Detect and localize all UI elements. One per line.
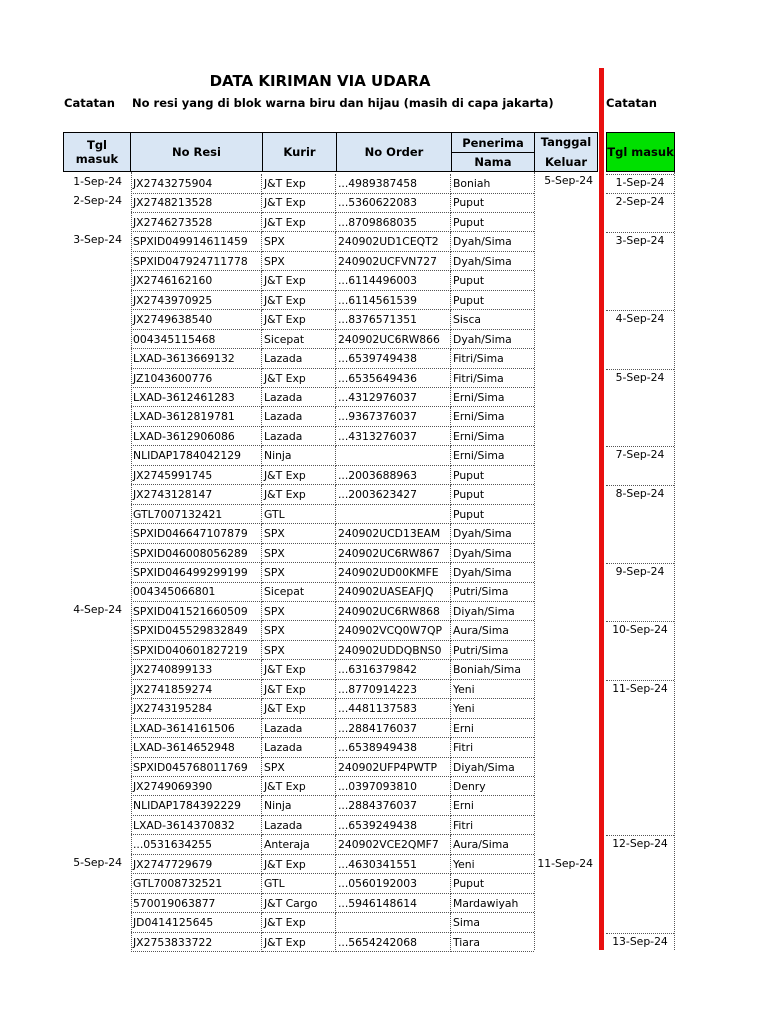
header-no-order: No Order bbox=[336, 132, 452, 172]
nama-cell: Puput bbox=[451, 291, 534, 311]
kurir-cell: SPX bbox=[262, 563, 336, 583]
no-order-cell: 240902VCE2QMF7 bbox=[336, 835, 451, 855]
no-order-cell: ...5360622083 bbox=[336, 193, 451, 213]
kurir-cell: Lazada bbox=[262, 719, 336, 739]
kurir-cell: Lazada bbox=[262, 427, 336, 447]
nama-cell: Dyah/Sima bbox=[451, 524, 534, 544]
header-penerima: Penerima bbox=[451, 132, 535, 153]
nama-cell: Sima bbox=[451, 913, 534, 933]
no-resi-cell: JX2743195284 bbox=[131, 699, 262, 719]
tgl-masuk-date: 2-Sep-24 bbox=[73, 194, 122, 208]
no-resi-cell: SPXID047924711778 bbox=[131, 252, 262, 272]
tanggal-keluar-date: 5-Sep-24 bbox=[544, 174, 593, 187]
kurir-cell: Sicepat bbox=[262, 330, 336, 350]
nama-cell: Puput bbox=[451, 505, 534, 525]
tgl-masuk-date: 3-Sep-24 bbox=[73, 233, 122, 247]
nama-cell: Erni/Sima bbox=[451, 446, 534, 466]
no-resi-cell: SPXID046499299199 bbox=[131, 563, 262, 583]
no-resi-cell: LXAD-3614652948 bbox=[131, 738, 262, 758]
no-resi-cell: GTL7007132421 bbox=[131, 505, 262, 525]
no-order-cell: 240902UC6RW867 bbox=[336, 544, 451, 564]
nama-cell: Erni/Sima bbox=[451, 388, 534, 408]
tgl-masuk-right-date: 7-Sep-24 bbox=[606, 446, 674, 461]
nama-cell: Dyah/Sima bbox=[451, 330, 534, 350]
no-order-cell: 240902UCD13EAM bbox=[336, 524, 451, 544]
nama-cell: Boniah/Sima bbox=[451, 660, 534, 680]
nama-cell: Erni bbox=[451, 719, 534, 739]
tgl-masuk-right-date: 11-Sep-24 bbox=[606, 680, 674, 695]
kurir-cell: Ninja bbox=[262, 446, 336, 466]
red-divider-line bbox=[599, 68, 604, 950]
no-resi-cell: LXAD-3614370832 bbox=[131, 816, 262, 836]
no-order-cell: 240902UCFVN727 bbox=[336, 252, 451, 272]
nama-cell: Fitri/Sima bbox=[451, 349, 534, 369]
nama-cell: Erni/Sima bbox=[451, 407, 534, 427]
header-tgl-masuk: Tgl masuk bbox=[63, 132, 131, 172]
column-divider bbox=[534, 172, 535, 950]
no-resi-cell: JX2743970925 bbox=[131, 291, 262, 311]
no-resi-cell: JX2749638540 bbox=[131, 310, 262, 330]
kurir-cell: J&T Exp bbox=[262, 933, 336, 953]
nama-cell: Diyah/Sima bbox=[451, 758, 534, 778]
header-tgl-masuk-right: Tgl masuk bbox=[606, 132, 675, 172]
tgl-masuk-date: 5-Sep-24 bbox=[73, 855, 122, 869]
header-no-resi: No Resi bbox=[130, 132, 263, 172]
column-divider bbox=[674, 172, 675, 950]
nama-cell: Aura/Sima bbox=[451, 621, 534, 641]
no-resi-cell: 004345115468 bbox=[131, 330, 262, 350]
nama-cell: Fitri/Sima bbox=[451, 369, 534, 389]
no-order-cell bbox=[336, 446, 451, 466]
kurir-cell: SPX bbox=[262, 621, 336, 641]
nama-cell: Puput bbox=[451, 874, 534, 894]
no-resi-cell: JX2741859274 bbox=[131, 680, 262, 700]
no-resi-cell: JX2740899133 bbox=[131, 660, 262, 680]
kurir-cell: SPX bbox=[262, 641, 336, 661]
no-order-cell bbox=[336, 505, 451, 525]
no-order-cell: ...5946148614 bbox=[336, 894, 451, 914]
nama-cell: Puput bbox=[451, 485, 534, 505]
no-resi-cell: JX2747729679 bbox=[131, 855, 262, 875]
no-order-cell: 240902UD1CEQT2 bbox=[336, 232, 451, 252]
kurir-cell: J&T Exp bbox=[262, 660, 336, 680]
page-title: DATA KIRIMAN VIA UDARA bbox=[209, 72, 431, 90]
nama-cell: Mardawiyah bbox=[451, 894, 534, 914]
no-resi-cell: SPXID045529832849 bbox=[131, 621, 262, 641]
kurir-cell: J&T Exp bbox=[262, 855, 336, 875]
kurir-cell: J&T Exp bbox=[262, 369, 336, 389]
tgl-masuk-right-date: 10-Sep-24 bbox=[606, 621, 674, 636]
note-label-left: Catatan bbox=[64, 96, 115, 110]
nama-cell: Sisca bbox=[451, 310, 534, 330]
header-tanggal-keluar: Tanggal Keluar bbox=[534, 132, 598, 172]
nama-cell: Erni bbox=[451, 796, 534, 816]
tgl-masuk-right-date: 3-Sep-24 bbox=[606, 232, 674, 247]
no-order-cell: ...6539749438 bbox=[336, 349, 451, 369]
no-resi-cell: NLIDAP1784392229 bbox=[131, 796, 262, 816]
tgl-masuk-right-date: 8-Sep-24 bbox=[606, 485, 674, 500]
header-kurir: Kurir bbox=[262, 132, 337, 172]
kurir-cell: J&T Exp bbox=[262, 310, 336, 330]
kurir-cell: SPX bbox=[262, 758, 336, 778]
nama-cell: Denry bbox=[451, 777, 534, 797]
no-resi-cell: JX2745991745 bbox=[131, 466, 262, 486]
no-order-cell: ...0397093810 bbox=[336, 777, 451, 797]
no-resi-cell: SPXID049914611459 bbox=[131, 232, 262, 252]
kurir-cell: SPX bbox=[262, 252, 336, 272]
no-resi-cell: 570019063877 bbox=[131, 894, 262, 914]
no-order-cell: ...4481137583 bbox=[336, 699, 451, 719]
nama-cell: Dyah/Sima bbox=[451, 252, 534, 272]
nama-cell: Puput bbox=[451, 271, 534, 291]
kurir-cell: Lazada bbox=[262, 738, 336, 758]
tgl-masuk-right-date: 13-Sep-24 bbox=[606, 933, 674, 948]
no-order-cell: ...6114496003 bbox=[336, 271, 451, 291]
kurir-cell: J&T Exp bbox=[262, 777, 336, 797]
no-resi-cell: 004345066801 bbox=[131, 582, 262, 602]
no-resi-cell: LXAD-3614161506 bbox=[131, 719, 262, 739]
no-resi-cell: LXAD-3612461283 bbox=[131, 388, 262, 408]
no-order-cell: ...6538949438 bbox=[336, 738, 451, 758]
header-nama: Nama bbox=[451, 152, 535, 172]
no-order-cell: 240902UFP4PWTP bbox=[336, 758, 451, 778]
kurir-cell: SPX bbox=[262, 232, 336, 252]
no-resi-cell: LXAD-3612819781 bbox=[131, 407, 262, 427]
no-resi-cell: SPXID040601827219 bbox=[131, 641, 262, 661]
no-order-cell: 240902UDDQBNS0 bbox=[336, 641, 451, 661]
kurir-cell: Anteraja bbox=[262, 835, 336, 855]
no-resi-cell: JX2746162160 bbox=[131, 271, 262, 291]
kurir-cell: J&T Exp bbox=[262, 291, 336, 311]
tgl-masuk-right-date: 12-Sep-24 bbox=[606, 835, 674, 850]
nama-cell: Putri/Sima bbox=[451, 641, 534, 661]
nama-cell: Yeni bbox=[451, 855, 534, 875]
no-order-cell: ...6114561539 bbox=[336, 291, 451, 311]
kurir-cell: J&T Exp bbox=[262, 680, 336, 700]
no-order-cell: 240902UC6RW866 bbox=[336, 330, 451, 350]
nama-cell: Putri/Sima bbox=[451, 582, 534, 602]
kurir-cell: Sicepat bbox=[262, 582, 336, 602]
tgl-masuk-date: 1-Sep-24 bbox=[73, 175, 122, 188]
no-order-cell: ...4989387458 bbox=[336, 174, 451, 194]
kurir-cell: J&T Exp bbox=[262, 213, 336, 233]
note-label-right: Catatan bbox=[606, 96, 657, 110]
no-order-cell: ...0560192003 bbox=[336, 874, 451, 894]
kurir-cell: Ninja bbox=[262, 796, 336, 816]
no-order-cell: ...6539249438 bbox=[336, 816, 451, 836]
no-resi-cell: GTL7008732521 bbox=[131, 874, 262, 894]
kurir-cell: J&T Exp bbox=[262, 271, 336, 291]
no-order-cell: ...5654242068 bbox=[336, 933, 451, 953]
no-resi-cell: JX2748213528 bbox=[131, 193, 262, 213]
no-resi-cell: SPXID046008056289 bbox=[131, 544, 262, 564]
no-resi-cell: JX2746273528 bbox=[131, 213, 262, 233]
no-resi-cell: JX2753833722 bbox=[131, 933, 262, 953]
kurir-cell: J&T Exp bbox=[262, 485, 336, 505]
tgl-masuk-right-date: 1-Sep-24 bbox=[606, 174, 674, 189]
no-resi-cell: SPXID041521660509 bbox=[131, 602, 262, 622]
no-resi-cell: JZ1043600776 bbox=[131, 369, 262, 389]
kurir-cell: J&T Exp bbox=[262, 699, 336, 719]
no-resi-cell: SPXID045768011769 bbox=[131, 758, 262, 778]
kurir-cell: J&T Exp bbox=[262, 193, 336, 213]
kurir-cell: Lazada bbox=[262, 388, 336, 408]
nama-cell: Dyah/Sima bbox=[451, 563, 534, 583]
no-order-cell: ...4313276037 bbox=[336, 427, 451, 447]
kurir-cell: Lazada bbox=[262, 816, 336, 836]
kurir-cell: SPX bbox=[262, 524, 336, 544]
nama-cell: Puput bbox=[451, 466, 534, 486]
nama-cell: Diyah/Sima bbox=[451, 602, 534, 622]
tgl-masuk-right-date: 9-Sep-24 bbox=[606, 563, 674, 578]
no-order-cell: ...9367376037 bbox=[336, 407, 451, 427]
no-resi-cell: LXAD-3613669132 bbox=[131, 349, 262, 369]
no-order-cell: ...6316379842 bbox=[336, 660, 451, 680]
no-order-cell: ...8376571351 bbox=[336, 310, 451, 330]
kurir-cell: GTL bbox=[262, 505, 336, 525]
nama-cell: Tiara bbox=[451, 933, 534, 953]
tanggal-keluar-date: 11-Sep-24 bbox=[537, 856, 593, 870]
no-order-cell: 240902UD00KMFE bbox=[336, 563, 451, 583]
no-order-cell: ...2884176037 bbox=[336, 719, 451, 739]
no-order-cell: ...2003623427 bbox=[336, 485, 451, 505]
tgl-masuk-date: 4-Sep-24 bbox=[73, 602, 122, 616]
no-order-cell: 240902VCQ0W7QP bbox=[336, 621, 451, 641]
no-order-cell: ...4630341551 bbox=[336, 855, 451, 875]
no-resi-cell: ...0531634255 bbox=[131, 835, 262, 855]
no-resi-cell: JX2749069390 bbox=[131, 777, 262, 797]
nama-cell: Yeni bbox=[451, 680, 534, 700]
no-order-cell: 240902UASEAFJQ bbox=[336, 582, 451, 602]
no-order-cell: ...8709868035 bbox=[336, 213, 451, 233]
no-resi-cell: JX2743275904 bbox=[131, 174, 262, 194]
kurir-cell: SPX bbox=[262, 602, 336, 622]
no-order-cell: ...6535649436 bbox=[336, 369, 451, 389]
kurir-cell: Lazada bbox=[262, 407, 336, 427]
nama-cell: Boniah bbox=[451, 174, 534, 194]
no-resi-cell: LXAD-3612906086 bbox=[131, 427, 262, 447]
nama-cell: Yeni bbox=[451, 699, 534, 719]
kurir-cell: GTL bbox=[262, 874, 336, 894]
no-order-cell bbox=[336, 913, 451, 933]
no-order-cell: ...8770914223 bbox=[336, 680, 451, 700]
kurir-cell: J&T Exp bbox=[262, 174, 336, 194]
nama-cell: Fitri bbox=[451, 738, 534, 758]
tgl-masuk-right-date: 2-Sep-24 bbox=[606, 193, 674, 208]
nama-cell: Aura/Sima bbox=[451, 835, 534, 855]
kurir-cell: J&T Exp bbox=[262, 466, 336, 486]
no-resi-cell: JX2743128147 bbox=[131, 485, 262, 505]
nama-cell: Fitri bbox=[451, 816, 534, 836]
kurir-cell: J&T Exp bbox=[262, 913, 336, 933]
tgl-masuk-right-date: 5-Sep-24 bbox=[606, 369, 674, 384]
kurir-cell: Lazada bbox=[262, 349, 336, 369]
no-order-cell: 240902UC6RW868 bbox=[336, 602, 451, 622]
note-text: No resi yang di blok warna biru dan hijau (masih di capa jakarta) bbox=[132, 96, 554, 110]
no-order-cell: ...4312976037 bbox=[336, 388, 451, 408]
nama-cell: Erni/Sima bbox=[451, 427, 534, 447]
no-resi-cell: JD0414125645 bbox=[131, 913, 262, 933]
nama-cell: Dyah/Sima bbox=[451, 544, 534, 564]
kurir-cell: J&T Cargo bbox=[262, 894, 336, 914]
no-order-cell: ...2884376037 bbox=[336, 796, 451, 816]
no-resi-cell: NLIDAP1784042129 bbox=[131, 446, 262, 466]
nama-cell: Puput bbox=[451, 213, 534, 233]
nama-cell: Puput bbox=[451, 193, 534, 213]
no-resi-cell: SPXID046647107879 bbox=[131, 524, 262, 544]
kurir-cell: SPX bbox=[262, 544, 336, 564]
tgl-masuk-right-date: 4-Sep-24 bbox=[606, 310, 674, 325]
nama-cell: Dyah/Sima bbox=[451, 232, 534, 252]
no-order-cell: ...2003688963 bbox=[336, 466, 451, 486]
